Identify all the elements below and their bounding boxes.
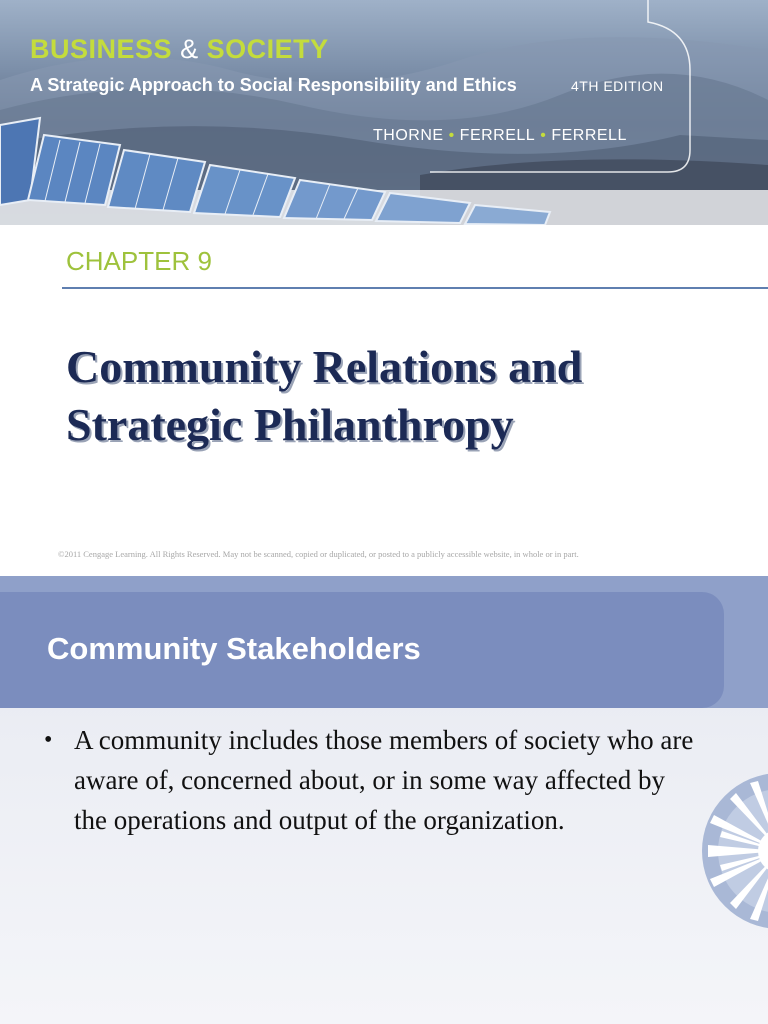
brand-word-society: SOCIETY	[206, 34, 329, 64]
authors-line	[373, 127, 627, 145]
bullet-separator-icon: •	[540, 127, 547, 144]
divider-line	[62, 287, 768, 289]
author-name: THORNE	[373, 127, 444, 144]
content-slide	[0, 576, 768, 1024]
list-item	[44, 720, 694, 840]
brand-word-business: BUSINESS	[30, 34, 173, 64]
chapter-label: CHAPTER 9	[66, 246, 212, 276]
book-subtitle: A Strategic Approach to Social Responsibility and Ethics	[30, 75, 517, 95]
chapter-title-line: Strategic Philanthropy	[66, 399, 514, 450]
author-name: FERRELL	[551, 127, 627, 144]
brand-ampersand: &	[180, 34, 199, 64]
starburst-icon	[700, 771, 768, 931]
cover-banner	[0, 0, 768, 225]
edition-label: 4TH EDITION	[571, 78, 664, 94]
bullet-icon: •	[44, 727, 53, 753]
chapter-title-line: Community Relations and	[66, 341, 583, 392]
brand-title	[30, 34, 329, 65]
copyright-notice: ©2011 Cengage Learning. All Rights Reserved. May not be scanned, copied or duplicated, or posted to a publicly accessible website, in whole or in part.	[58, 549, 579, 559]
bullet-separator-icon: •	[448, 127, 455, 144]
author-name: FERRELL	[459, 127, 536, 144]
slide-title: Community Stakeholders	[47, 631, 421, 666]
bullet-text: A community includes those members of society who are aware of, concerned about, or in some way affected by the operations and output of the organization.	[74, 725, 694, 835]
chapter-title	[66, 338, 746, 454]
bullet-list	[44, 720, 694, 840]
